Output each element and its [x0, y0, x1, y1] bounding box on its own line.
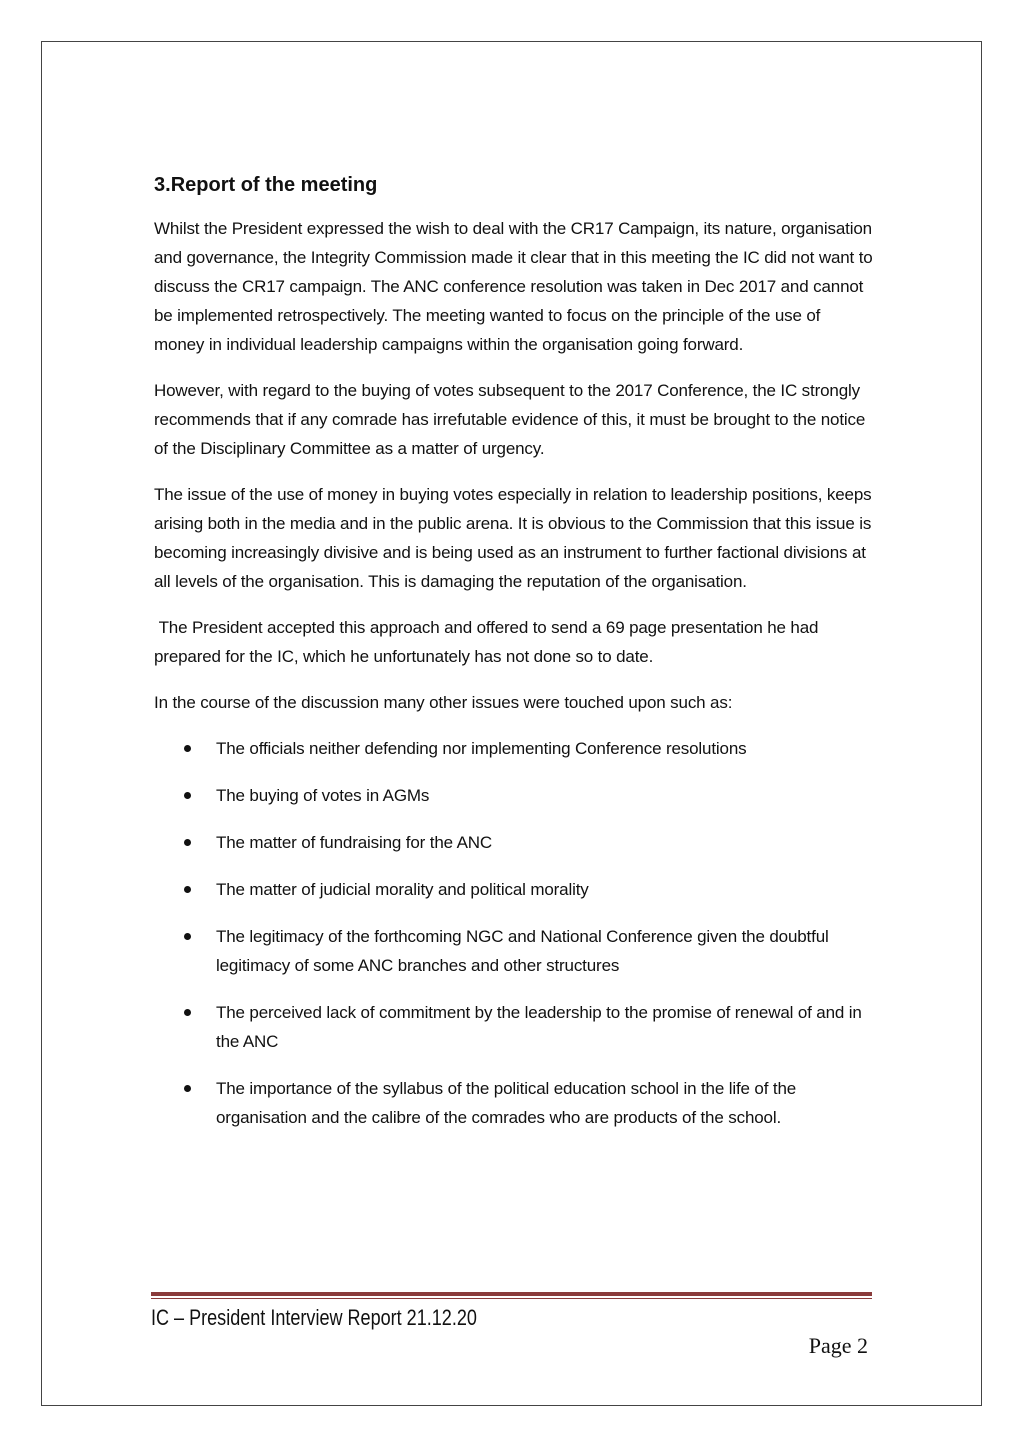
list-item-text: The importance of the syllabus of the political education school in the life of the organisation and the calibre of the comrades who are products of the school. [216, 1079, 797, 1127]
page-content [154, 170, 874, 1150]
paragraph: In the course of the discussion many other issues were touched upon such as: [154, 693, 733, 712]
list-item [154, 781, 874, 810]
issues-list [154, 734, 874, 1132]
list-item-text: The matter of fundraising for the ANC [216, 833, 493, 852]
bullet-icon [184, 792, 191, 799]
bullet-icon [184, 839, 191, 846]
list-item [154, 734, 874, 763]
footer-divider [151, 1292, 872, 1296]
list-item-text: The buying of votes in AGMs [216, 786, 430, 805]
page-number: Page 2 [808, 1333, 868, 1358]
footer-title: IC – President Interview Report 21.12.20 [151, 1305, 477, 1330]
footer-divider-thin [151, 1298, 872, 1299]
list-item [154, 998, 874, 1056]
section-number: 3. [154, 174, 171, 196]
list-item [154, 922, 874, 980]
list-item-text: The matter of judicial morality and political morality [216, 880, 589, 899]
list-item-text: The perceived lack of commitment by the leadership to the promise of renewal of and in the ANC [216, 1003, 862, 1051]
paragraph: The issue of the use of money in buying votes especially in relation to leadership positions, keeps arising both in the media and in the public arena. It is obvious to the Commission that this issue is becoming increasingly divisive and is being used as an instrument to further factional divisions at all levels of the organisation. This is damaging the reputation of the organisation. [154, 485, 872, 591]
list-item [154, 875, 874, 904]
bullet-icon [184, 1009, 191, 1016]
list-item [154, 1074, 874, 1132]
bullet-icon [184, 933, 191, 940]
bullet-icon [184, 1085, 191, 1092]
bullet-icon [184, 886, 191, 893]
bullet-icon [184, 745, 191, 752]
section-title: Report of the meeting [170, 174, 378, 196]
paragraph: The President accepted this approach and offered to send a 69 page presentation he had prepared for the IC, which he unfortunately has not done so to date. [154, 618, 823, 666]
list-item-text: The officials neither defending nor implementing Conference resolutions [216, 739, 747, 758]
list-item [154, 828, 874, 857]
list-item-text: The legitimacy of the forthcoming NGC and National Conference given the doubtful legitimacy of some ANC branches and other structures [216, 927, 829, 975]
paragraph: Whilst the President expressed the wish to deal with the CR17 Campaign, its nature, organisation and governance, the Integrity Commission made it clear that in this meeting the IC did not want to discuss the CR17 campaign. The ANC conference resolution was taken in Dec 2017 and cannot be implemented retrospectively. The meeting wanted to focus on the principle of the use of money in individual leadership campaigns within the organisation going forward. [154, 219, 873, 354]
paragraph: However, with regard to the buying of votes subsequent to the 2017 Conference, the IC strongly recommends that if any comrade has irrefutable evidence of this, it must be brought to the notice of the Disciplinary Committee as a matter of urgency. [154, 381, 866, 458]
section-heading [154, 170, 874, 200]
